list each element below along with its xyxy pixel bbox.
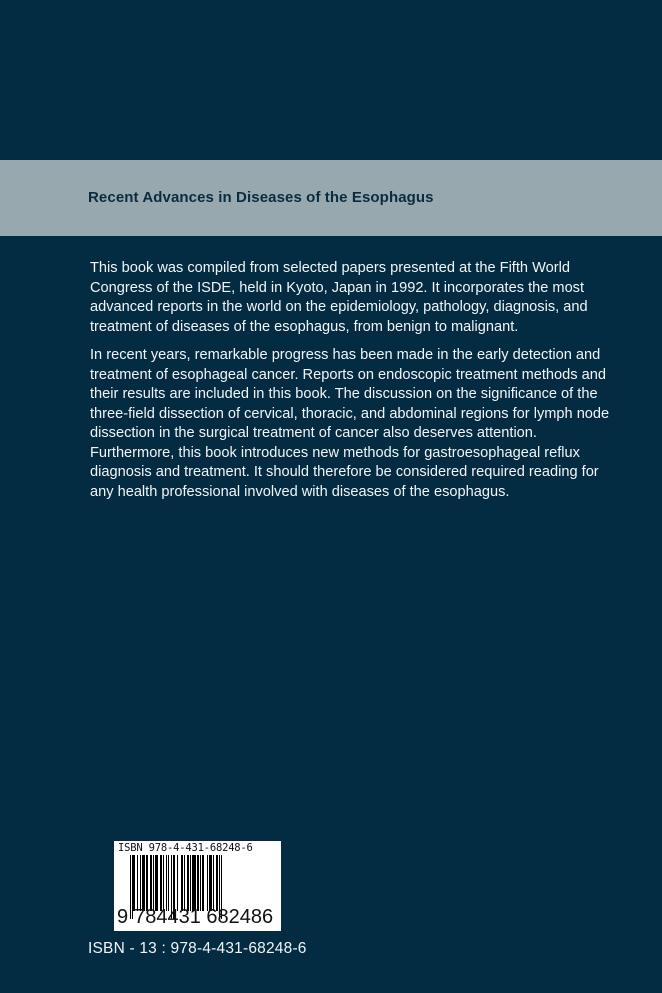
barcode-first-digit: 9 <box>117 906 129 928</box>
isbn-13-label: ISBN - 13 : 978-4-431-68248-6 <box>88 940 307 957</box>
barcode-digits <box>117 905 279 929</box>
barcode-number: 784431 682486 <box>134 906 274 928</box>
book-description <box>90 259 620 511</box>
barcode-isbn-label: ISBN 978-4-431-68248-6 <box>118 842 253 854</box>
book-title: Recent Advances in Diseases of the Esophagus <box>88 189 434 206</box>
description-paragraph-1: This book was compiled from selected papers presented at the Fifth World Congress of the ISDE, held in Kyoto, Japan in 1992. It incorporates the most advanced reports in the world on the epidemiology, pathology, diagnosis, and treatment of diseases of the esophagus, from benign to malignant. <box>90 260 588 335</box>
barcode <box>114 841 281 931</box>
description-paragraph-2: In recent years, remarkable progress has been made in the early detection and treatment of esophageal cancer. Reports on endoscopic treatment methods and their results are included in this book. The discussion on the significance of the three-field dissection of cervical, thoracic, and abdominal regions for lymph node dissection in the surgical treatment of cancer also deserves attention. Furthermore, this book introduces new methods for gastroesophageal reflux diagnosis and treatment. It should therefore be considered required reading for any health professional involved with diseases of the esophagus. <box>90 347 610 500</box>
